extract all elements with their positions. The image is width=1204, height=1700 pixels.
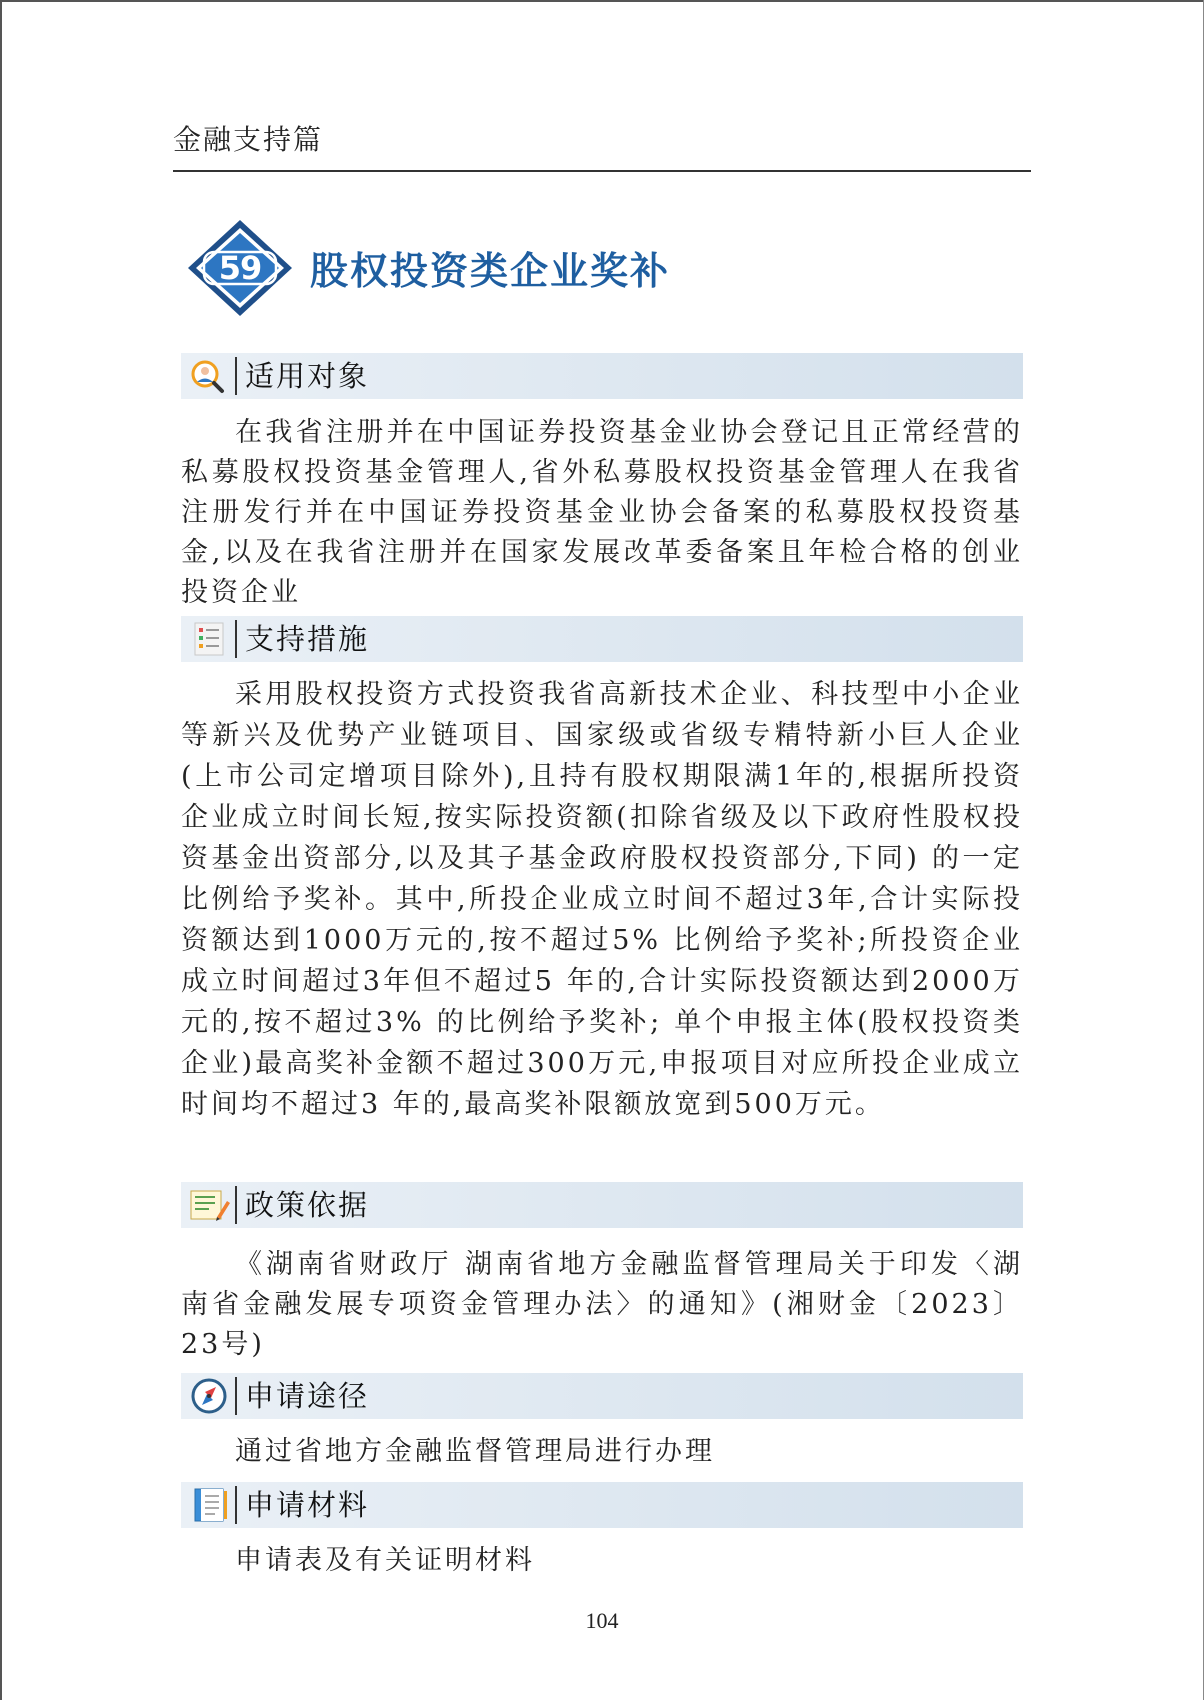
page-title: 股权投资类企业奖补 bbox=[310, 248, 671, 293]
section-label: 申请途径 bbox=[245, 1379, 370, 1413]
section-body-application-materials: 申请表及有关证明材料 bbox=[235, 1545, 535, 1576]
section-body-application-channel: 通过省地方金融监督管理局进行办理 bbox=[235, 1436, 715, 1467]
section-label: 支持措施 bbox=[245, 622, 370, 656]
section-separator bbox=[235, 1377, 237, 1415]
section-header-application-materials bbox=[181, 1482, 1023, 1528]
section-label: 申请材料 bbox=[245, 1488, 370, 1522]
section-body-policy-basis: 《湖南省财政厅 湖南省地方金融监督管理局关于印发〈湖南省金融发展专项资金管理办法〉的通知》(湘财金〔2023〕23号) bbox=[181, 1249, 1023, 1360]
page-border-left bbox=[0, 0, 2, 1700]
section-label: 政策依据 bbox=[245, 1188, 370, 1222]
section-separator bbox=[235, 1486, 237, 1524]
section-body-applicable-targets: 在我省注册并在中国证券投资基金业协会登记且正常经营的私募股权投资基金管理人,省外私募股权投资基金管理人在我省注册发行并在中国证券投资基金业协会备案的私募股权投资基金,以及在我省注册并在国家发展改革委备案且年检合格的创业投资企业 bbox=[181, 417, 1023, 608]
section-body-support-measures: 采用股权投资方式投资我省高新技术企业、科技型中小企业等新兴及优势产业链项目、国家级或省级专精特新小巨人企业 (上市公司定增项目除外),且持有股权期限满1年的,根据所投资企业成立时间长短,按实际投资额(扣除省级及以下政府性股权投资基金出资部分,以及其子基金政府股权投资部分,下同) 的一定比例给予奖补。其中,所投企业成立时间不超过3年,合计实际投资额达到1000万元的,按不超过5% 比例给予奖补;所投资企业成立时间超过3年但不超过5 年的,合计实际投资额达到2000万元的,按不超过3% 的比例给予奖补; 单个申报主体(股权投资类企业)最高奖补金额不超过300万元,申报项目对应所投企业成立时间均不超过3 年的,最高奖补限额放宽到500万元。 bbox=[181, 679, 1023, 1120]
document-pencil-icon bbox=[187, 1187, 231, 1223]
section-header-policy-basis bbox=[181, 1182, 1023, 1228]
section-header-applicable-targets bbox=[181, 353, 1023, 399]
compass-icon bbox=[187, 1378, 231, 1414]
magnifier-person-icon bbox=[187, 358, 231, 394]
section-separator bbox=[235, 620, 237, 658]
page-number: 104 bbox=[585, 1608, 619, 1633]
section-label: 适用对象 bbox=[245, 359, 370, 393]
running-head: 金融支持篇 bbox=[173, 123, 324, 156]
section-separator bbox=[235, 357, 237, 395]
section-header-application-channel bbox=[181, 1373, 1023, 1419]
section-separator bbox=[235, 1186, 237, 1224]
item-number: 59 bbox=[218, 249, 262, 287]
notebook-icon bbox=[187, 1487, 231, 1523]
checklist-icon bbox=[187, 621, 231, 657]
header-rule bbox=[173, 170, 1031, 172]
page-border-top bbox=[0, 0, 1204, 2]
section-header-support-measures bbox=[181, 616, 1023, 662]
item-number-badge bbox=[186, 218, 294, 318]
